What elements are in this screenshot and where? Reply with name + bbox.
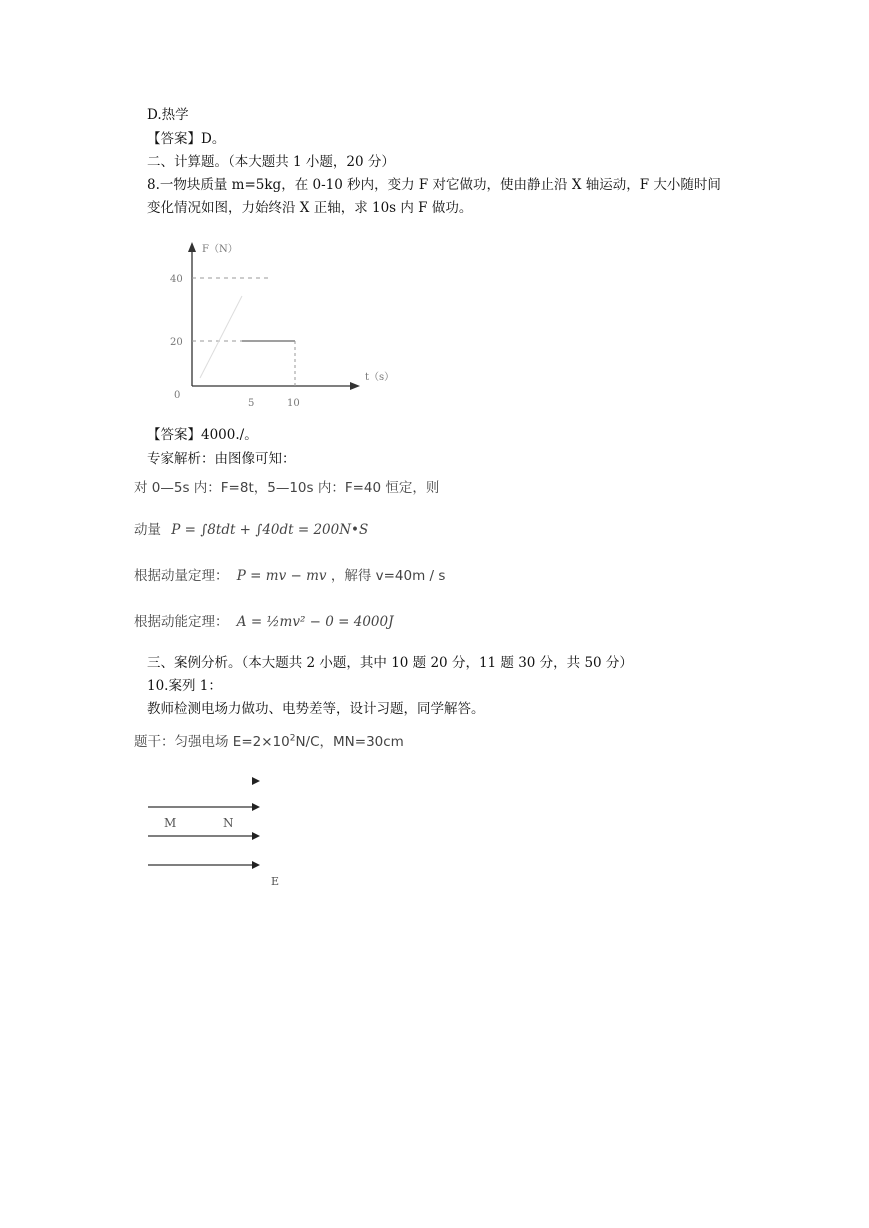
problem-stem-suffix: N/C，MN=30cm (295, 734, 404, 750)
graph-y-label: F（N） (202, 244, 238, 255)
problem-stem (134, 730, 404, 750)
solution-line-2 (134, 518, 368, 538)
graph-tick-origin: 0 (174, 390, 181, 401)
solution-line-3-suffix: ，解得 v=40m / s (330, 568, 446, 584)
solution-line-4-prefix: 根据动能定理： (134, 614, 229, 630)
electric-field-diagram (140, 770, 300, 895)
answer-7: 【答案】D。 (147, 131, 226, 147)
graph-tick-40: 40 (170, 274, 183, 285)
option-d: D.热学 (147, 107, 189, 123)
question-8-line-2: 变化情况如图，力始终沿 X 正轴，求 10s 内 F 做功。 (147, 200, 473, 216)
graph-tick-10: 10 (287, 398, 300, 409)
force-time-graph (160, 238, 400, 413)
graph-tick-20: 20 (170, 337, 183, 348)
point-n-label: N (223, 816, 234, 830)
graph-tick-5: 5 (248, 398, 255, 409)
problem-stem-exponent: 2 (289, 733, 296, 744)
kinetic-energy-formula: A = ½mv² − 0 = 4000J (236, 614, 394, 630)
case-description: 教师检测电场力做功、电势差等，设计习题，同学解答。 (147, 701, 485, 717)
solution-line-1: 对 0—5s 内：F=8t，5—10s 内：F=40 恒定，则 (134, 480, 440, 496)
momentum-formula: P = ∫8tdt + ∫40dt = 200N•S (171, 522, 369, 538)
point-m-label: M (164, 816, 177, 830)
question-8-line-1: 8.一物块质量 m=5kg，在 0-10 秒内，变力 F 对它做功，使由静止沿 X 轴运动，F 大小随时间 (147, 177, 721, 193)
section-2-heading: 二、计算题。（本大题共 1 小题，20 分） (147, 154, 395, 170)
momentum-theorem-formula: P = mv − mv (236, 568, 327, 584)
solution-line-3-prefix: 根据动量定理： (134, 568, 229, 584)
answer-8: 【答案】4000./。 (147, 427, 258, 443)
graph-x-label: t（s） (365, 372, 395, 383)
field-e-label: E (271, 875, 280, 888)
solution-line-4 (134, 610, 394, 630)
case-title: 10.案列 1： (147, 678, 222, 694)
solution-line-3 (134, 564, 445, 584)
section-3-heading: 三、案例分析。（本大题共 2 小题，其中 10 题 20 分，11 题 30 分，共 50 分） (147, 655, 633, 671)
solution-line-2-prefix: 动量 (134, 522, 161, 538)
problem-stem-prefix: 题干：匀强电场 E=2×10 (134, 734, 290, 750)
expert-analysis-label: 专家解析：由图像可知： (147, 451, 296, 467)
